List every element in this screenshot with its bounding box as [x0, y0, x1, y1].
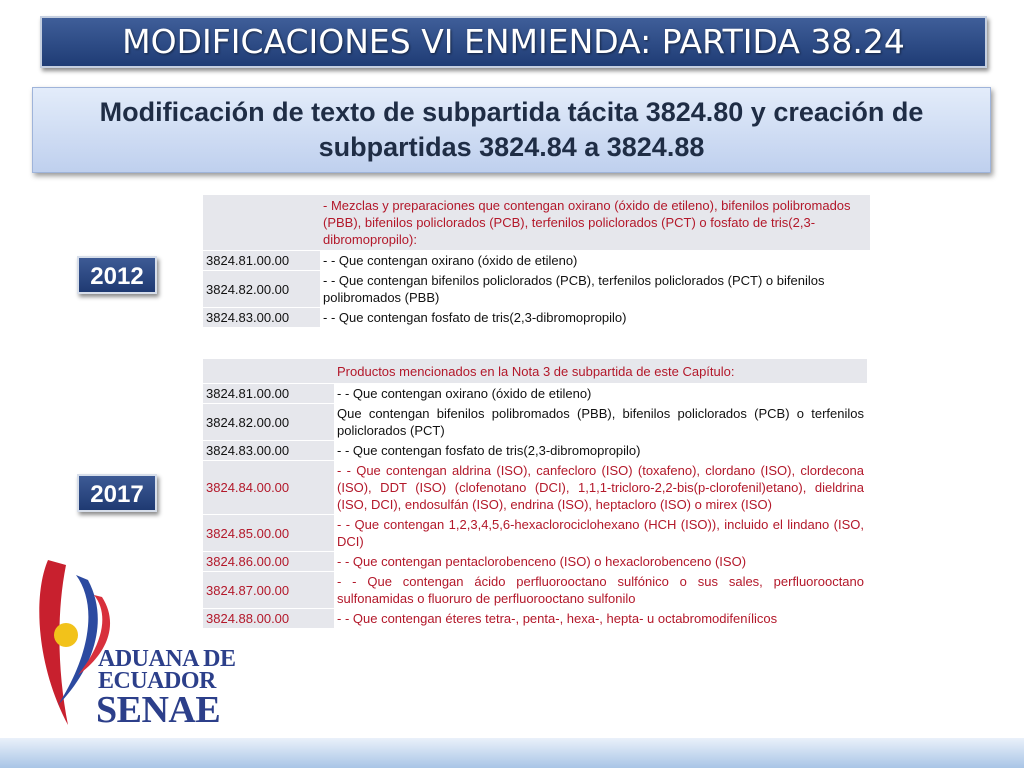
code-cell: 3824.88.00.00 — [203, 609, 334, 629]
logo-text-ecuador: ECUADOR — [98, 668, 216, 694]
code-cell: 3824.86.00.00 — [203, 552, 334, 572]
desc-cell: - - Que contengan oxirano (óxido de etileno) — [334, 384, 867, 404]
table-row — [203, 441, 867, 461]
code-cell: 3824.81.00.00 — [203, 384, 334, 404]
desc-cell: - - Que contengan pentaclorobenceno (ISO) o hexaclorobenceno (ISO) — [334, 552, 867, 572]
code-cell: 3824.83.00.00 — [203, 308, 320, 328]
table-row — [203, 572, 867, 609]
desc-cell: - - Que contengan oxirano (óxido de etileno) — [320, 251, 870, 271]
table-row — [203, 609, 867, 629]
table-row — [203, 552, 867, 572]
desc-cell: - - Que contengan fosfato de tris(2,3-dibromopropilo) — [334, 441, 867, 461]
page-title: MODIFICACIONES VI ENMIENDA: PARTIDA 38.24 — [40, 16, 987, 68]
subtitle-line-2: subpartidas 3824.84 a 3824.88 — [318, 132, 705, 162]
table-header-row — [203, 359, 867, 384]
logo-text-senae: SENAE — [96, 689, 221, 731]
table-row — [203, 461, 867, 515]
year-badge-2017: 2017 — [77, 474, 157, 512]
table-row — [203, 384, 867, 404]
footer-band — [0, 738, 1024, 768]
desc-cell: - - Que contengan ácido perfluorooctano sulfónico o sus sales, perfluorooctano sulfonamidas o fluoruro de perfluorooctano sulfonilo — [334, 572, 867, 609]
table-2012 — [203, 195, 870, 328]
desc-cell: - - Que contengan 1,2,3,4,5,6-hexaclorociclohexano (HCH (ISO)), incluido el lindano (ISO, DCI) — [334, 515, 867, 552]
table-2017 — [203, 359, 867, 629]
desc-cell: - - Que contengan fosfato de tris(2,3-dibromopropilo) — [320, 308, 870, 328]
code-cell: 3824.82.00.00 — [203, 404, 334, 441]
code-cell: 3824.85.00.00 — [203, 515, 334, 552]
desc-cell: Que contengan bifenilos polibromados (PBB), bifenilos policlorados (PCB) o terfenilos policlorados (PCT) — [334, 404, 867, 441]
year-badge-2012: 2012 — [77, 256, 157, 294]
subtitle-text — [100, 95, 924, 165]
subtitle-box — [32, 87, 991, 173]
header-code-cell — [203, 359, 334, 384]
logo-yellow-circle — [54, 623, 78, 647]
desc-cell: - - Que contengan éteres tetra-, penta-, hexa-, hepta- u octabromodifenílicos — [334, 609, 867, 629]
code-cell: 3824.83.00.00 — [203, 441, 334, 461]
table-row — [203, 251, 870, 271]
desc-cell: - - Que contengan aldrina (ISO), canfecloro (ISO) (toxafeno), clordano (ISO), clordecona (ISO), DDT (ISO) (clofenotano (DCI), 1,1,1-tricloro-2,2-bis(p-clorofenil)etano), dieldrina (ISO, DCI), endosulfán (ISO), endrina (ISO), heptacloro (ISO) o mirex (ISO) — [334, 461, 867, 515]
header-code-cell — [203, 195, 320, 251]
header-desc-cell: - Mezclas y preparaciones que contengan oxirano (óxido de etileno), bifenilos polibromados (PBB), bifenilos policlorados (PCB), terfenilos policlorados (PCT) o fosfato de tris(2,3-dibromopropilo): — [320, 195, 870, 251]
code-cell: 3824.87.00.00 — [203, 572, 334, 609]
table-row — [203, 404, 867, 441]
code-cell: 3824.84.00.00 — [203, 461, 334, 515]
table-row — [203, 515, 867, 552]
table-row — [203, 271, 870, 308]
logo-text-aduana: ADUANA DE — [98, 646, 236, 672]
header-desc-cell: Productos mencionados en la Nota 3 de subpartida de este Capítulo: — [334, 359, 867, 384]
table-header-row — [203, 195, 870, 251]
desc-cell: - - Que contengan bifenilos policlorados (PCB), terfenilos policlorados (PCT) o bifenilos polibromados (PBB) — [320, 271, 870, 308]
table-row — [203, 308, 870, 328]
code-cell: 3824.81.00.00 — [203, 251, 320, 271]
code-cell: 3824.82.00.00 — [203, 271, 320, 308]
subtitle-line-1: Modificación de texto de subpartida tácita 3824.80 y creación de — [99, 97, 924, 127]
